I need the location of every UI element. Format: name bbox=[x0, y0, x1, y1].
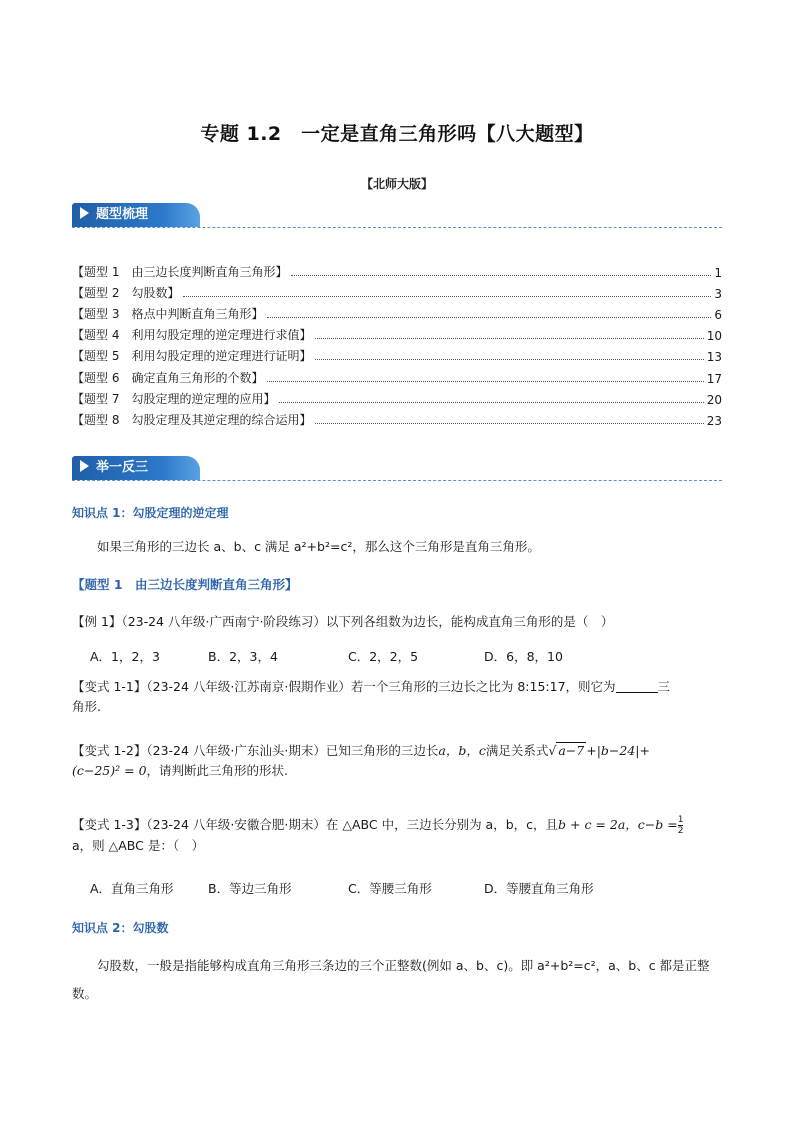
toc-leader bbox=[315, 422, 703, 424]
toc-item-page: 13 bbox=[706, 350, 722, 365]
option-b: B．2，3，4 bbox=[208, 649, 278, 664]
dashed-divider bbox=[72, 227, 722, 228]
math-fraction bbox=[678, 815, 684, 836]
question-text: （23-24 八年级·江苏南京·假期作业）若一个三角形的三边长之比为 8:15:17，则它为 bbox=[146, 679, 616, 694]
question-label: 【变式 1-2】 bbox=[72, 743, 147, 758]
math-condition: b + c = 2a，c−b = bbox=[558, 817, 678, 832]
math-vars: a，b，c bbox=[438, 743, 486, 758]
toc-item-page: 10 bbox=[706, 329, 722, 344]
question-label: 【变式 1-1】 bbox=[72, 679, 147, 694]
edition-subtitle: 【北师大版】 bbox=[360, 177, 433, 191]
toc-item-label: 【题型 8 勾股定理及其逆定理的综合运用】 bbox=[72, 412, 312, 427]
toc-item-page: 20 bbox=[706, 392, 722, 407]
section-header-toc bbox=[72, 203, 722, 229]
toc-leader bbox=[267, 316, 711, 318]
toc-item-label: 【题型 7 勾股定理的逆定理的应用】 bbox=[72, 391, 276, 406]
toc-item[interactable] bbox=[72, 364, 722, 385]
toc-item-label: 【题型 4 利用勾股定理的逆定理进行求值】 bbox=[72, 328, 312, 343]
toc-leader bbox=[315, 337, 703, 339]
toc-item-page: 17 bbox=[706, 371, 722, 386]
toc-item[interactable] bbox=[72, 301, 722, 322]
question-text-cont: a，则 △ABC 是：（ ） bbox=[72, 838, 205, 853]
toc-item-label: 【题型 5 利用勾股定理的逆定理进行证明】 bbox=[72, 349, 312, 364]
toc-item-page: 3 bbox=[714, 287, 722, 302]
question-type-heading bbox=[72, 575, 722, 595]
question-label: 【例 1】 bbox=[72, 614, 122, 629]
toc-item[interactable] bbox=[72, 259, 722, 280]
answer-blank[interactable] bbox=[616, 680, 658, 693]
knowledge-point-text: 勾股数，一般是指能够构成直角三角形三条边的三个正整数(例如 a、b、c)。即 a²+b²=c²，a、b、c 都是正整数。 bbox=[72, 958, 710, 1001]
section-label: 题型梳理 bbox=[96, 207, 149, 222]
math-abs: +|b−24|+ bbox=[586, 743, 650, 758]
toc-item-label: 【题型 3 格点中判断直角三角形】 bbox=[72, 307, 264, 322]
toc-item-page: 6 bbox=[714, 308, 722, 323]
math-radicand: a−7 bbox=[558, 743, 585, 758]
toc-item[interactable] bbox=[72, 407, 722, 428]
example-question bbox=[72, 612, 722, 632]
answer-options bbox=[90, 879, 594, 897]
option-d: D．等腰直角三角形 bbox=[484, 881, 594, 896]
option-c: C．等腰三角形 bbox=[348, 881, 432, 896]
toc-leader bbox=[267, 380, 703, 382]
fraction-denominator: 2 bbox=[677, 826, 684, 836]
option-a: A．直角三角形 bbox=[90, 881, 174, 896]
toc-leader bbox=[291, 274, 711, 276]
option-c: C．2，2，5 bbox=[348, 649, 419, 664]
option-b: B．等边三角形 bbox=[208, 881, 292, 896]
variant-question bbox=[72, 741, 722, 781]
math-square: (c−25)² = 0 bbox=[72, 763, 147, 778]
toc-leader bbox=[279, 401, 703, 403]
section-tab bbox=[72, 456, 200, 480]
table-of-contents bbox=[72, 259, 722, 428]
knowledge-point-title: 知识点 1：勾股定理的逆定理 bbox=[72, 506, 229, 520]
question-text-cont: 三 bbox=[657, 679, 671, 694]
toc-item-label: 【题型 1 由三边长度判断直角三角形】 bbox=[72, 265, 288, 280]
toc-item[interactable] bbox=[72, 343, 722, 364]
toc-leader bbox=[183, 295, 711, 297]
question-text-cont: ，请判断此三角形的形状. bbox=[146, 763, 289, 778]
toc-item-page: 1 bbox=[714, 266, 722, 281]
section-tab bbox=[72, 203, 200, 227]
variant-question bbox=[72, 677, 722, 717]
toc-item-label: 【题型 6 确定直角三角形的个数】 bbox=[72, 370, 264, 385]
question-text-cont: 角形. bbox=[72, 699, 101, 714]
play-triangle-icon bbox=[80, 460, 89, 472]
toc-item[interactable] bbox=[72, 386, 722, 407]
dashed-divider bbox=[72, 480, 722, 481]
knowledge-point-title: 知识点 2：勾股数 bbox=[72, 921, 169, 935]
answer-options bbox=[90, 647, 563, 665]
variant-question bbox=[72, 815, 722, 856]
page-title: 专题 1.2 一定是直角三角形吗【八大题型】 bbox=[200, 123, 594, 145]
play-triangle-icon bbox=[80, 207, 89, 219]
fraction-numerator: 1 bbox=[677, 815, 684, 825]
question-label: 【变式 1-3】 bbox=[72, 817, 147, 832]
toc-item[interactable] bbox=[72, 322, 722, 343]
question-text: 满足关系式 bbox=[485, 743, 549, 758]
section-label: 举一反三 bbox=[96, 460, 149, 475]
section-header-examples bbox=[72, 456, 722, 482]
knowledge-point-text: 如果三角形的三边长 a、b、c 满足 a²+b²=c²，那么这个三角形是直角三角形。 bbox=[97, 539, 540, 554]
question-text: （23-24 八年级·安徽合肥·期末）在 △ABC 中，三边长分别为 a，b，c，且 bbox=[146, 817, 559, 832]
question-text: （23-24 八年级·广西南宁·阶段练习）以下列各组数为边长，能构成直角三角形的是（ ） bbox=[121, 614, 614, 629]
toc-leader bbox=[315, 358, 703, 360]
question-text: （23-24 八年级·广东汕头·期末）已知三角形的三边长 bbox=[146, 743, 439, 758]
type-heading-label: 【题型 1 由三边长度判断直角三角形】 bbox=[72, 577, 298, 592]
toc-item-page: 23 bbox=[706, 413, 722, 428]
option-a: A．1，2，3 bbox=[90, 649, 160, 664]
toc-item[interactable] bbox=[72, 280, 722, 301]
option-d: D．6，8，10 bbox=[484, 649, 563, 664]
toc-item-label: 【题型 2 勾股数】 bbox=[72, 286, 180, 301]
math-sqrt: √ a−7 bbox=[548, 743, 585, 758]
